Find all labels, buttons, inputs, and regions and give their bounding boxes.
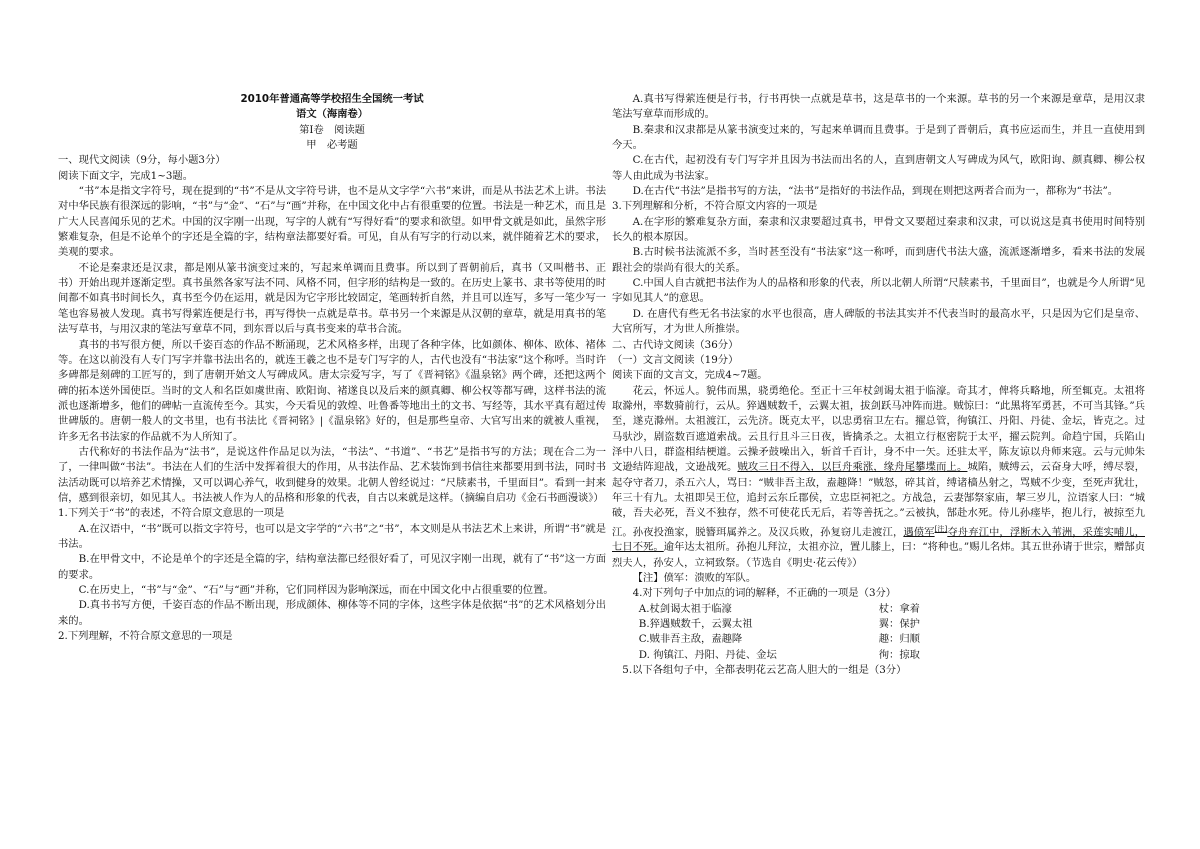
question-3-option-c: C.中国人自古就把书法作为人的品格和形象的代表，所以北朝人所谓“尺牍素书，千里面目”，也就是今人所谓“见字如见其人”的意思。: [612, 277, 1145, 305]
question-2: 2.下列理解，不符合原文意思的一项是: [58, 630, 233, 643]
passage-paragraph-2: 不论是秦隶还是汉隶，都是刚从篆书演变过来的，写起来单调而且费事。所以到了晋朝前后，真书（又叫楷书、正书）开始出现并逐渐定型。真书虽然各家写法不同、风格不同，但字形的结构是一致的。在历史上篆书、隶书等使用的时间都不如真书时间长久，真书至今仍在运用，就是因为它字形比较固定，笔画转折自然，并且可以连写，多写一笔少写一笔也容易被人发现。真书写得萦连便是行书，再写得快一点就是草书。草书另一个来源是从汉朝的章草，就是用真书的笔法写草书，与用汉隶的笔法写章草不同，到东晋以后与真书变来的草书合流。: [58, 261, 606, 336]
part-heading: 第Ⅰ卷 阅读题: [299, 123, 365, 136]
section-2-title: 二、古代诗文阅读（36分）: [612, 338, 739, 351]
question-4-row: [612, 602, 1145, 617]
left-column: [58, 92, 606, 644]
question-2-option-b: B.秦隶和汉隶都是从篆书演变过来的，写起来单调而且费事。于是到了晋朝后，真书应运而生，并且一直使用到今天。: [612, 123, 1145, 152]
question-3: 3.下列理解和分析，不符合原文内容的一项是: [612, 200, 818, 213]
question-4: 4.对下列句子中加点的词的解释，不正确的一项是（3分）: [632, 587, 897, 600]
question-4-row: [612, 632, 1145, 647]
annotation-note: 【注】偾军：溃败的军队。: [632, 572, 757, 585]
question-3-option-a: A.在字形的繁难复杂方面，秦隶和汉隶要超过真书，甲骨文又要超过秦隶和汉隶，可以说这是真书使用时间特别长久的根本原因。: [612, 215, 1145, 244]
passage-paragraph-3: 真书的书写很方便，所以千姿百态的作品不断涌现，艺术风格多样，出现了各种字体，比如颜体、柳体、欧体、褚体等。在这以前没有人专门写字并靠书法出名的，就连王羲之也不是专门写字的人，古代也没有“书法家”这个称呼。当时许多碑都是刻碑的工匠写的，到了唐朝开始文人写碑成风。唐太宗爱写字，写了《晋祠铭》《温泉铭》两个碑，还把这两个碑的拓本送外国使臣。当时的文人和名臣如虞世南、欧阳询、褚遂良以及后来的颜真卿、柳公权等都写碑，这样书法的流派也逐渐增多，他们的碑帖一直流传至今。其实，今天看见的敦煌、吐鲁番等地出土的文书、写经等，其水平真有超过传世碑版的。唐朝一般人的文书里，也有书法比《晋祠铭》|《温泉铭》好的，但是那些皇帝、大官写出来的就被人重视，许多无名书法家的作品就不为人所知了。: [58, 338, 606, 443]
footnote-marker: [注]: [934, 524, 948, 533]
question-1-option-a: A.在汉语中，“书”既可以指文字符号，也可以是文字学的“六书”之“书”，本文则是从书法艺术上来讲，所谓“书”就是书法。: [58, 522, 606, 550]
question-4-sentence: C.贼非吾主敌，盍趣降: [638, 633, 743, 646]
exam-subtitle: 语文（海南卷）: [295, 108, 369, 121]
classical-text-part-3: 逾年达太祖所。孙抱儿拜泣，太祖亦泣，置儿膝上，曰：“将种也。”赐儿名炜。其五世孙请于世宗，赠郜贞烈夫人，孙安人，立祠致祭。（节选自《明史·花云传》）: [612, 541, 1145, 569]
question-4-sentence: B.猝遇贼数千，云翼太祖: [638, 618, 753, 631]
question-4-meaning: 徇：掠取: [878, 648, 920, 661]
section-1-intro: 阅读下面文字，完成1~3题。: [58, 169, 193, 182]
section-heading: 甲 必考题: [306, 139, 358, 152]
question-2-option-d: D.在古代“书法”是指书写的方法，“法书”是指好的书法作品，到现在则把这两者合而为一，都称为“书法”。: [632, 185, 1119, 198]
question-5: 5.以下各组句子中，全都表明花云艺高人胆大的一组是（3分）: [622, 664, 907, 677]
right-column: [612, 92, 1145, 678]
question-1-option-c: C.在历史上，“书”与“金”、“石”与“画”并称，它们同样因为影响深远，而在中国文化中占很重要的位置。: [78, 584, 554, 596]
question-1: 1.下列关于“书”的表述，不符合原文意思的一项是: [58, 507, 285, 520]
passage-paragraph-4: 古代称好的书法作品为“法书”，是说这件作品足以为法，“书法”、“书道”、“书艺”是指书写的方法；现在合二为一了，一律叫做“书法”。书法在人们的生活中发挥着很大的作用，从书法作品、艺术装饰到书信往来都要用到书法，同时书法活动既可以培养艺术情操，又可以调心养气，收到健身的效果。北朝人曾经说过：“尺牍素书，千里面目”。看到一封来信，感到很亲切，如见其人。书法被人作为人的品格和形象的代表，自古以来就是这样。（摘编自启功《金石书画漫谈》）: [58, 445, 606, 504]
section-1-title: 一、现代文阅读（9分，每小题3分）: [58, 154, 226, 167]
question-1-option-d: D.真书书写方便，千姿百态的作品不断出现，形成颜体、柳体等不同的字体，这些字体是依据“书”的艺术风格划分出来的。: [58, 599, 606, 627]
classical-text-part-1: 花云，怀远人。貌伟而黑，骁勇绝伦。至正十三年杖剑谒太祖于临濠。奇其才，俾将兵略地，所至辄克。太祖将取滁州，率数骑前行，云从。猝遇贼数千，云翼太祖，拔剑跃马冲阵而进。贼惊曰：“此黑将军勇甚，不可当其锋。”兵至，遂克滁州。太祖渡江，云先济。既克太平，以忠勇宿卫左右。擢总管，徇镇江、丹阳、丹徒、金坛，皆克之。过马驮沙，剧盗数百遮道索战。云且行且斗三日夜，皆擒杀之。太祖立行枢密院于太平，擢云院判。命趋宁国，兵陷山泽中八日，群盗相结梗道。云操矛鼓噪出入，斩首千百计，身不中一矢。还驻太平，陈友谅以舟师来寇。云与元帅朱文逊结阵迎战，文逊战死。: [612, 384, 1145, 474]
question-4-meaning: 趣：归顺: [878, 633, 920, 646]
question-1-option-b: B.在甲骨文中，不论是单个的字还是全篇的字，结构章法都已经很好看了，可见汉字刚一出现，就有了“书”这一方面的要求。: [58, 553, 606, 581]
question-4-options: [612, 602, 1145, 663]
question-3-option-d: D. 在唐代有些无名书法家的水平也很高，唐人碑版的书法其实并不代表当时的最高水平，只是因为它们是皇帝、大官所写，才为世人所推崇。: [612, 307, 1145, 336]
classical-passage: [612, 384, 1145, 572]
question-4-sentence: D. 徇镇江、丹阳、丹徒、金坛: [638, 648, 777, 661]
underlined-sentence-1: 贼攻三日不得入，以巨舟乘涨，缘舟尾攀堞而上。: [737, 461, 968, 474]
underlined-sentence-2a: 遇偾军: [903, 526, 935, 539]
exam-title: 2010年普通高等学校招生全国统一考试: [240, 93, 424, 105]
question-4-row: [612, 617, 1145, 632]
question-4-meaning: 翼：保护: [878, 618, 920, 631]
question-4-meaning: 杖：拿着: [878, 602, 920, 615]
question-3-option-b: B.古时候书法流派不多，当时甚至没有“书法家”这一称呼，而到唐代书法大盛，流派逐渐增多，看来书法的发展跟社会的崇尚有很大的关系。: [612, 246, 1145, 274]
section-2-subtitle: （一）文言文阅读（19分）: [612, 353, 739, 366]
question-4-row: [612, 648, 1145, 663]
question-2-option-a: A.真书写得萦连便是行书，行书再快一点就是草书，这是草书的一个来源。草书的另一个来源是章草，是用汉隶笔法写章草而形成的。: [612, 93, 1145, 121]
underlined-sentence-2b: 夺舟弃江中，浮断木入苇洲，采莲实哺儿，七日不死。: [612, 526, 1145, 554]
classical-text-part-2: 城陷，贼缚云，云奋身大呼，缚尽裂，起夺守者刀，杀五六人，骂曰：“贼非吾主敌，盍趣降！”贼怒，碎其首，缚诸樯丛射之，骂贼不少变，至死声犹壮，年三十有九。太祖即吴王位，追封云东丘郡侯，立忠臣祠祀之。方战急，云妻郜祭家庙，挈三岁儿，泣语家人曰：“城破，吾夫必死，吾义不独存，然不可使花氏无后，若等善抚之。”云被执，郜赴水死。侍儿孙瘗毕，抱儿行，被掠至九江。孙夜投渔家，脱簪珥属养之。及汉兵败，孙复窃儿走渡江，: [612, 461, 1146, 539]
section-2-intro: 阅读下面的文言文，完成4~7题。: [612, 369, 768, 382]
question-2-option-c: C.在古代，起初没有专门写字并且因为书法而出名的人，直到唐朝文人写碑成为风气，欧阳询、颜真卿、柳公权等人由此成为书法家。: [612, 154, 1145, 182]
passage-paragraph-1: “书”本是指文字符号，现在提到的“书”不是从文字符号讲，也不是从文字学“六书”来讲，而是从书法艺术上讲。书法对中华民族有很深远的影响，“书”与“金”、“石”与“画”并称，在中国文化中占有很重要的位置。书法是一种艺术，而且是广大人民喜闻乐见的艺术。中国的汉字刚一出现，写字的人就有“写得好看”的要求和欲望。如甲骨文就是如此，虽然字形繁难复杂，但是不论单个的字还是全篇的字，结构章法都要好看。可见，自从有写字的行动以来，就伴随着艺术的要求，美观的要求。: [58, 185, 606, 259]
question-4-sentence: A.杖剑谒太祖于临濠: [638, 602, 732, 615]
